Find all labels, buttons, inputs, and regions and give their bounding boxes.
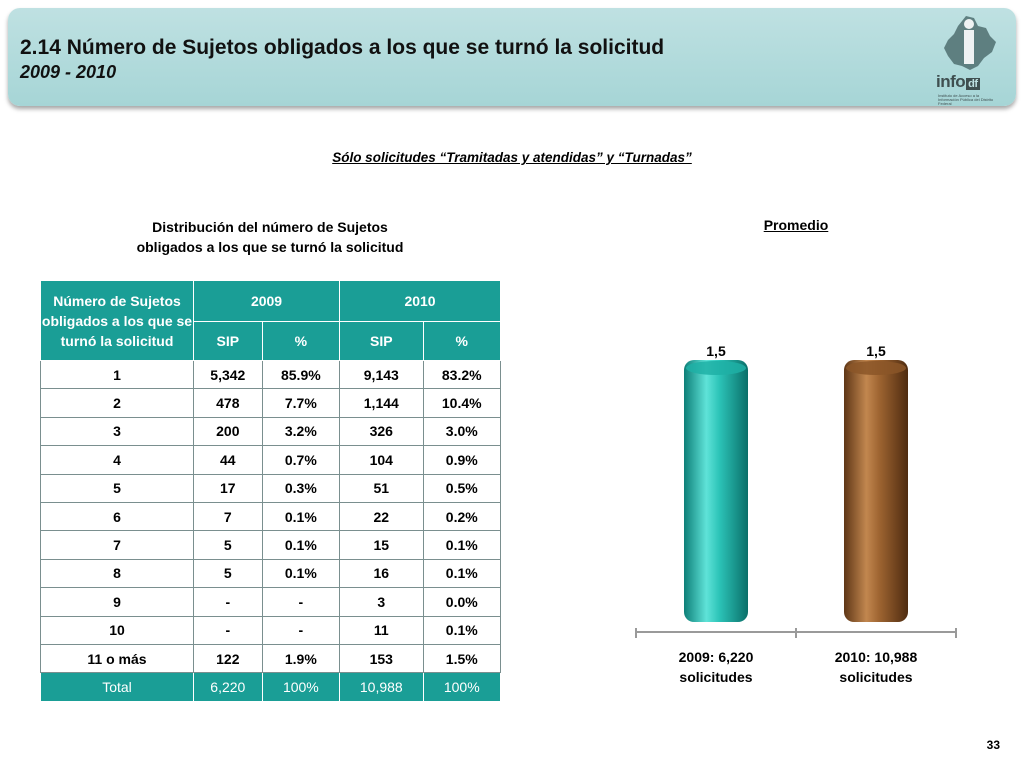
header-banner <box>8 8 1016 106</box>
filter-subtitle: Sólo solicitudes “Tramitadas y atendidas” y “Turnadas” <box>332 150 692 165</box>
header-sujetos: Número de Sujetos obligados a los que se turnó la solicitud <box>41 281 194 361</box>
cell-sip-2010: 51 <box>340 474 423 502</box>
cell-pct-2009: 85.9% <box>262 361 339 389</box>
cell-row-label: 3 <box>41 417 194 445</box>
bar-1 <box>844 343 908 622</box>
cell-sip-2009: 478 <box>194 389 263 417</box>
cell-pct-2010: 0.1% <box>423 531 501 559</box>
cell-pct-2009: 3.2% <box>262 417 339 445</box>
cell-pct-2010: 0.0% <box>423 588 501 616</box>
page-number: 33 <box>986 738 1000 752</box>
logo-text: info df <box>936 72 978 91</box>
cell-row-label: 1 <box>41 361 194 389</box>
promedio-bar-chart <box>630 320 970 650</box>
cell-row-label: 5 <box>41 474 194 502</box>
cell-pct-2009: 0.1% <box>262 502 339 530</box>
logo-caption: Instituto de Acceso a la Información Pública del Distrito Federal <box>938 93 994 106</box>
table-row <box>41 474 501 502</box>
cell-sip-2010: 1,144 <box>340 389 423 417</box>
cell-pct-2010: 0.1% <box>423 559 501 587</box>
cell-row-label: 7 <box>41 531 194 559</box>
bar-value-label-1: 1,5 <box>866 343 886 359</box>
cell-sip-2009: 44 <box>194 446 263 474</box>
info-df-logo <box>936 14 1002 106</box>
bar-0 <box>684 343 748 622</box>
total-sip-2009: 6,220 <box>194 673 263 701</box>
header-sip-2009: SIP <box>194 322 263 361</box>
cell-sip-2009: 122 <box>194 644 263 672</box>
cell-sip-2009: 5 <box>194 559 263 587</box>
page-period: 2009 - 2010 <box>20 62 117 82</box>
cell-sip-2010: 11 <box>340 616 423 644</box>
bar-body-1 <box>844 360 908 622</box>
table-total-row <box>41 673 501 701</box>
cell-row-label: 9 <box>41 588 194 616</box>
cell-pct-2009: - <box>262 588 339 616</box>
cell-row-label: 4 <box>41 446 194 474</box>
cell-row-label: 2 <box>41 389 194 417</box>
cell-sip-2010: 15 <box>340 531 423 559</box>
cell-pct-2010: 0.9% <box>423 446 501 474</box>
table-row <box>41 502 501 530</box>
page-title: 2.14 Número de Sujetos obligados a los que se turnó la solicitud <box>20 36 665 59</box>
cell-pct-2009: 0.3% <box>262 474 339 502</box>
cell-sip-2010: 326 <box>340 417 423 445</box>
cell-sip-2010: 9,143 <box>340 361 423 389</box>
bar-cap-1 <box>846 361 906 375</box>
table-title: Distribución del número de Sujetos obligados a los que se turnó la solicitud <box>136 219 404 255</box>
cell-sip-2009: 7 <box>194 502 263 530</box>
bar-value-label-0: 1,5 <box>706 343 726 359</box>
bar-cap-0 <box>686 361 746 375</box>
cell-sip-2009: 200 <box>194 417 263 445</box>
cell-sip-2010: 104 <box>340 446 423 474</box>
cell-row-label: 11 o más <box>41 644 194 672</box>
cell-row-label: 10 <box>41 616 194 644</box>
table-row <box>41 417 501 445</box>
table-row <box>41 588 501 616</box>
cell-sip-2009: - <box>194 616 263 644</box>
cell-pct-2009: 1.9% <box>262 644 339 672</box>
cell-pct-2010: 3.0% <box>423 417 501 445</box>
total-pct-2010: 100% <box>423 673 501 701</box>
cell-pct-2010: 83.2% <box>423 361 501 389</box>
table-row <box>41 559 501 587</box>
cell-sip-2010: 3 <box>340 588 423 616</box>
table-row <box>41 389 501 417</box>
cell-sip-2009: - <box>194 588 263 616</box>
cell-pct-2010: 10.4% <box>423 389 501 417</box>
cell-pct-2009: 0.1% <box>262 531 339 559</box>
header-pct-2009: % <box>262 322 339 361</box>
cell-pct-2009: 0.7% <box>262 446 339 474</box>
table-row <box>41 361 501 389</box>
cell-sip-2009: 5,342 <box>194 361 263 389</box>
cell-pct-2009: - <box>262 616 339 644</box>
cell-sip-2010: 16 <box>340 559 423 587</box>
header-pct-2010: % <box>423 322 501 361</box>
cell-pct-2009: 7.7% <box>262 389 339 417</box>
map-icon <box>940 14 1000 72</box>
cell-row-label: 6 <box>41 502 194 530</box>
header-year-2010: 2010 <box>340 281 501 322</box>
cell-pct-2010: 0.5% <box>423 474 501 502</box>
cell-sip-2010: 153 <box>340 644 423 672</box>
table-row <box>41 616 501 644</box>
total-row-label: Total <box>41 673 194 701</box>
cell-row-label: 8 <box>41 559 194 587</box>
total-pct-2009: 100% <box>262 673 339 701</box>
header-sip-2010: SIP <box>340 322 423 361</box>
cell-sip-2009: 5 <box>194 531 263 559</box>
chart-title: Promedio <box>763 217 829 233</box>
cell-pct-2009: 0.1% <box>262 559 339 587</box>
cell-pct-2010: 0.1% <box>423 616 501 644</box>
cell-pct-2010: 1.5% <box>423 644 501 672</box>
table-row <box>41 446 501 474</box>
category-label-2009: 2009: 6,220 solicitudes <box>678 649 754 685</box>
total-sip-2010: 10,988 <box>340 673 423 701</box>
cell-sip-2010: 22 <box>340 502 423 530</box>
table-row <box>41 531 501 559</box>
table-row <box>41 644 501 672</box>
bar-body-0 <box>684 360 748 622</box>
cell-sip-2009: 17 <box>194 474 263 502</box>
distribution-table <box>40 280 501 702</box>
header-year-2009: 2009 <box>194 281 340 322</box>
category-label-2010: 2010: 10,988 solicitudes <box>834 649 918 685</box>
cell-pct-2010: 0.2% <box>423 502 501 530</box>
